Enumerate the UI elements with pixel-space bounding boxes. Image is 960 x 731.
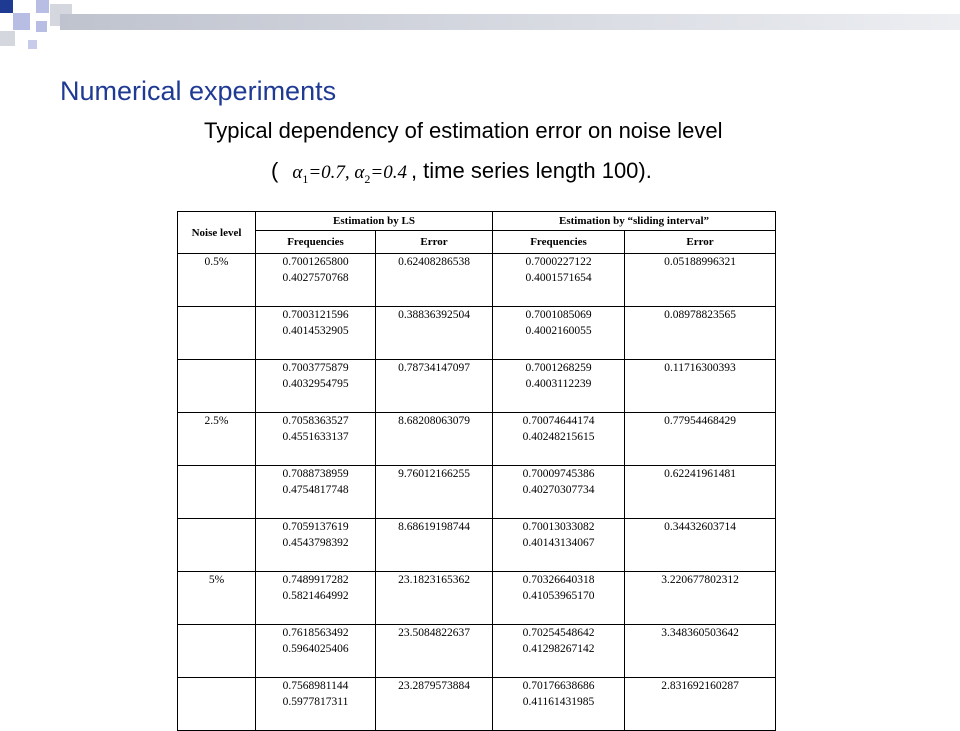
ls-error-cell <box>376 519 493 572</box>
ls-frequencies-header: Frequencies <box>256 231 376 254</box>
sliding-error-cell-value: 0.34432603714 <box>664 521 736 533</box>
noise-level-cell <box>178 360 256 413</box>
ls-error-cell <box>376 466 493 519</box>
ls-frequencies-cell-value: 0.7003775879 <box>282 362 349 374</box>
sliding-error-cell <box>625 466 776 519</box>
ls-frequencies-cell-value: 0.5821464992 <box>282 590 349 602</box>
ls-frequencies-cell <box>256 678 376 731</box>
noise-level-cell <box>178 413 256 466</box>
ls-frequencies-cell-value: 0.7618563492 <box>282 627 349 639</box>
ls-frequencies-cell-value: 0.4014532905 <box>282 325 349 337</box>
sliding-frequencies-cell <box>493 625 625 678</box>
ls-error-cell-value: 9.76012166255 <box>398 468 470 480</box>
sliding-frequencies-cell-value: 0.41298267142 <box>522 643 595 655</box>
ls-error-cell <box>376 413 493 466</box>
noise-level-header: Noise level <box>178 212 256 254</box>
sliding-header: Estimation by “sliding interval” <box>493 212 776 231</box>
ls-frequencies-cell-value: 0.4543798392 <box>282 537 349 549</box>
ls-error-cell <box>376 625 493 678</box>
sliding-frequencies-cell <box>493 678 625 731</box>
ls-error-cell <box>376 254 493 307</box>
ls-frequencies-cell-value: 0.7088738959 <box>282 468 349 480</box>
ls-frequencies-cell-value: 0.4027570768 <box>282 272 349 284</box>
ls-frequencies-cell-value: 0.7001265800 <box>282 256 349 268</box>
table-row <box>178 678 776 731</box>
ls-frequencies-cell-value: 0.7489917282 <box>282 574 349 586</box>
ls-frequencies-cell <box>256 360 376 413</box>
parameters-line <box>271 158 652 187</box>
ls-frequencies-cell-value: 0.4754817748 <box>282 484 349 496</box>
corner-square-lilac <box>28 40 37 49</box>
sliding-frequencies-cell-value: 0.70009745386 <box>522 468 595 480</box>
ls-error-cell <box>376 307 493 360</box>
table-row <box>178 519 776 572</box>
ls-error-cell <box>376 360 493 413</box>
sliding-frequencies-cell <box>493 572 625 625</box>
sliding-frequencies-cell-value: 0.40248215615 <box>522 431 595 443</box>
header-bar <box>60 14 960 30</box>
sliding-error-cell <box>625 307 776 360</box>
ls-frequencies-cell-value: 0.7059137619 <box>282 521 349 533</box>
sliding-frequencies-cell-value: 0.41161431985 <box>522 696 595 708</box>
table-row <box>178 466 776 519</box>
sliding-error-cell-value: 3.348360503642 <box>661 627 739 639</box>
table-body <box>178 254 776 731</box>
ls-frequencies-cell-value: 0.5964025406 <box>282 643 349 655</box>
sliding-frequencies-cell-value: 0.41053965170 <box>522 590 595 602</box>
sliding-frequencies-cell-value: 0.7001085069 <box>525 309 592 321</box>
sliding-frequencies-cell <box>493 519 625 572</box>
noise-level-cell <box>178 519 256 572</box>
sliding-frequencies-cell-value: 0.4002160055 <box>525 325 592 337</box>
noise-level-cell-value: 2.5% <box>204 415 229 427</box>
noise-level-cell-value: 0.5% <box>204 256 229 268</box>
ls-error-cell <box>376 572 493 625</box>
corner-square-gray <box>0 31 15 46</box>
alpha-formula: $\alpha_1=0.7$, $\alpha_2=0.4$ <box>292 162 407 186</box>
ls-error-cell-value: 0.62408286538 <box>398 256 470 268</box>
sliding-frequencies-cell <box>493 307 625 360</box>
ls-frequencies-cell <box>256 466 376 519</box>
sliding-error-cell-value: 0.11716300393 <box>664 362 736 374</box>
ls-frequencies-cell-value: 0.5977817311 <box>282 696 349 708</box>
sliding-error-cell <box>625 678 776 731</box>
sliding-frequencies-cell <box>493 466 625 519</box>
noise-level-cell-value: 5% <box>208 574 225 586</box>
sliding-error-cell <box>625 519 776 572</box>
ls-error-cell-value: 23.2879573884 <box>398 680 470 692</box>
sliding-error-cell-value: 0.05188996321 <box>664 256 736 268</box>
sliding-error-cell-value: 2.831692160287 <box>661 680 739 692</box>
ls-frequencies-cell-value: 0.7058363527 <box>282 415 349 427</box>
table-row <box>178 254 776 307</box>
ls-frequencies-cell <box>256 254 376 307</box>
sliding-frequencies-cell-value: 0.70176638686 <box>522 680 595 692</box>
table-row <box>178 360 776 413</box>
noise-level-cell <box>178 466 256 519</box>
ls-frequencies-cell-value: 0.4551633137 <box>282 431 349 443</box>
sliding-frequencies-cell <box>493 360 625 413</box>
sliding-frequencies-header: Frequencies <box>493 231 625 254</box>
slide-title: Numerical experiments <box>60 76 337 106</box>
ls-frequencies-cell <box>256 413 376 466</box>
ls-frequencies-cell-value: 0.7568981144 <box>282 680 349 692</box>
noise-level-cell <box>178 625 256 678</box>
ls-frequencies-cell <box>256 307 376 360</box>
sliding-error-cell-value: 3.220677802312 <box>661 574 739 586</box>
ls-error-cell <box>376 678 493 731</box>
sliding-frequencies-cell-value: 0.70013033082 <box>522 521 595 533</box>
ls-error-header: Error <box>376 231 493 254</box>
ls-error-cell-value: 23.5084822637 <box>398 627 470 639</box>
ls-error-cell-value: 0.78734147097 <box>398 362 470 374</box>
sliding-frequencies-cell-value: 0.7000227122 <box>525 256 592 268</box>
sliding-error-cell-value: 0.62241961481 <box>664 468 736 480</box>
sliding-error-cell <box>625 572 776 625</box>
sliding-error-cell <box>625 360 776 413</box>
sliding-frequencies-cell-value: 0.70326640318 <box>522 574 595 586</box>
sliding-frequencies-cell <box>493 413 625 466</box>
ls-error-cell-value: 0.38836392504 <box>398 309 470 321</box>
sliding-frequencies-cell-value: 0.7001268259 <box>525 362 592 374</box>
sliding-frequencies-cell-value: 0.40143134067 <box>522 537 595 549</box>
noise-level-cell <box>178 572 256 625</box>
sliding-frequencies-cell-value: 0.4003112239 <box>525 378 592 390</box>
ls-error-cell-value: 23.1823165362 <box>398 574 470 586</box>
table-row <box>178 307 776 360</box>
ls-error-cell-value: 8.68208063079 <box>398 415 470 427</box>
table-row <box>178 572 776 625</box>
sliding-error-cell-value: 0.08978823565 <box>664 309 736 321</box>
noise-level-cell <box>178 678 256 731</box>
corner-square-lilac <box>36 21 47 32</box>
sliding-frequencies-cell-value: 0.70074644174 <box>522 415 595 427</box>
corner-square-lilac <box>13 13 30 30</box>
ls-frequencies-cell-value: 0.4032954795 <box>282 378 349 390</box>
sliding-frequencies-cell-value: 0.40270307734 <box>522 484 595 496</box>
ls-frequencies-cell-value: 0.7003121596 <box>282 309 349 321</box>
noise-level-cell <box>178 307 256 360</box>
results-table <box>177 211 776 731</box>
open-paren: ( <box>271 158 279 183</box>
sliding-error-cell <box>625 413 776 466</box>
sliding-frequencies-cell <box>493 254 625 307</box>
slide-subtitle: Typical dependency of estimation error on noise level <box>204 118 723 143</box>
table-row <box>178 413 776 466</box>
ls-frequencies-cell <box>256 572 376 625</box>
ls-header: Estimation by LS <box>256 212 493 231</box>
noise-level-cell <box>178 254 256 307</box>
ls-frequencies-cell <box>256 625 376 678</box>
params-rest: , time series length 100). <box>410 158 652 183</box>
sliding-error-header: Error <box>625 231 776 254</box>
sliding-error-cell <box>625 625 776 678</box>
corner-square-lilac <box>36 0 49 13</box>
table-row <box>178 625 776 678</box>
sliding-frequencies-cell-value: 0.70254548642 <box>522 627 595 639</box>
ls-frequencies-cell <box>256 519 376 572</box>
sliding-error-cell-value: 0.77954468429 <box>664 415 736 427</box>
sliding-error-cell <box>625 254 776 307</box>
sliding-frequencies-cell-value: 0.4001571654 <box>525 272 592 284</box>
ls-error-cell-value: 8.68619198744 <box>398 521 470 533</box>
corner-square-navy <box>0 0 13 13</box>
